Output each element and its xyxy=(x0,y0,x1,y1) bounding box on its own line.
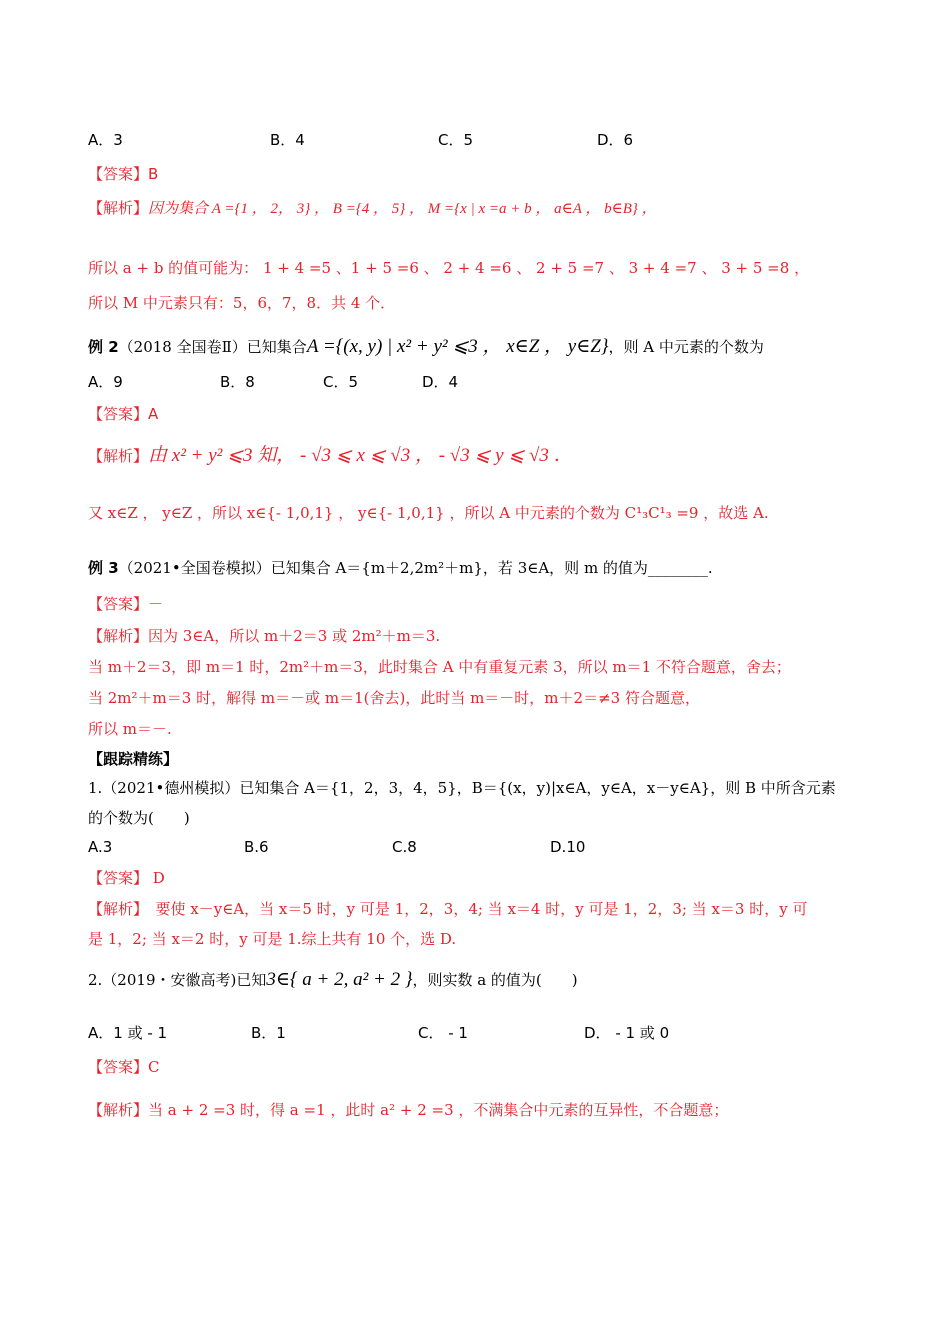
ex1-solution-2: 所以 a + b 的值可能为： 1 + 4 =5 、1 + 5 =6 、 2 + 4 =6 、 2 + 5 =7 、 3 + 4 =7 、 3 + 5 =8 ， xyxy=(88,259,810,277)
practice-q1-answer: 【答案】 D xyxy=(88,869,165,887)
ex2-question xyxy=(88,337,764,357)
practice-q1-option-b: B.6 xyxy=(244,838,269,856)
practice-q2-prefix: 2.（2019・安徽高考)已知 xyxy=(88,971,267,989)
ex1-answer: 【答案】B xyxy=(88,165,159,183)
practice-q1-solution-2: 是 1，2; 当 x＝2 时，y 可是 1.综上共有 10 个，选 D. xyxy=(88,930,457,948)
practice-q1-line-2: 的个数为( ) xyxy=(88,809,190,827)
ex1-solution-1 xyxy=(88,198,657,219)
ex1-option-a: A．3 xyxy=(88,131,123,149)
ex3-solution-2: 当 m＋2＝3，即 m＝1 时，2m²＋m＝3，此时集合 A 中有重复元素 3，所以 m＝1 不符合题意，舍去； xyxy=(88,658,791,676)
ex2-label: 例 2 xyxy=(88,338,119,356)
practice-heading: 【跟踪精练】 xyxy=(88,750,179,768)
practice-q1-option-a: A.3 xyxy=(88,838,113,856)
ex2-solution-text-1: 由 x² + y² ⩽3 知， - √3 ⩽ x ⩽ √3 ， - √3 ⩽ y ⩽ √3 ． xyxy=(148,445,573,466)
practice-q1-solution-1: 【解析】 要使 x－y∈A，当 x＝5 时，y 可是 1，2，3，4; 当 x＝4 时，y 可是 1，2，3; 当 x＝3 时，y 可 xyxy=(88,900,808,918)
practice-q2-answer: 【答案】C xyxy=(88,1058,160,1076)
ex2-set: A ={(x, y) | x² + y² ⩽3 ， x∈Z ， y∈Z} xyxy=(306,336,609,357)
ex2-source: （2018 全国卷Ⅱ）已知集合 xyxy=(118,338,307,356)
ex1-option-c: C．5 xyxy=(438,131,474,149)
ex3-question xyxy=(88,558,713,578)
ex2-option-a: A．9 xyxy=(88,373,123,391)
ex3-solution-4: 所以 m＝－. xyxy=(88,720,172,738)
ex3-solution-3: 当 2m²＋m＝3 时，解得 m＝－或 m＝1(舍去)，此时当 m＝－时，m＋2＝≠3 符合题意， xyxy=(88,689,700,707)
practice-q2-solution-label: 【解析】 xyxy=(88,1101,149,1119)
practice-q2-solution-text: 当 a + 2 =3 时，得 a =1 ，此时 a² + 2 =3 ，不满集合中元素的互异性，不合题意； xyxy=(148,1101,729,1119)
practice-q2-option-a: A．1 或 - 1 xyxy=(88,1024,168,1042)
ex2-option-d: D．4 xyxy=(422,373,459,391)
ex1-solution-text-1: 因为集合 A ={1 ， 2， 3} ， B ={4 ， 5} ， M ={x | x =a + b ， a∈A ， b∈B} ， xyxy=(148,201,657,217)
practice-q2-question xyxy=(88,970,578,990)
ex1-solution-3: 所以 M 中元素只有：5，6，7，8．共 4 个． xyxy=(88,294,396,312)
practice-q2-option-c: C． - 1 xyxy=(418,1024,468,1042)
ex3-solution-1: 【解析】因为 3∈A，所以 m＋2＝3 或 2m²＋m＝3. xyxy=(88,627,441,645)
ex2-tail: ，则 A 中元素的个数为 xyxy=(608,338,764,356)
practice-q1-line-1: 1.（2021•德州模拟）已知集合 A＝{1，2，3，4，5}，B＝{(x，y)|x∈A，y∈A，x－y∈A}，则 B 中所含元素 xyxy=(88,779,836,797)
ex2-solution-label: 【解析】 xyxy=(88,447,149,465)
practice-q2-option-d: D． - 1 或 0 xyxy=(584,1024,670,1042)
practice-q2-solution xyxy=(88,1100,728,1120)
ex2-solution-1 xyxy=(88,446,573,466)
ex2-solution-2: 又 x∈Z ， y∈Z ，所以 x∈{- 1,0,1} ， y∈{- 1,0,1} ，所以 A 中元素的个数为 C¹₃C¹₃ =9 ，故选 A. xyxy=(88,504,769,522)
practice-q1-option-d: D.10 xyxy=(550,838,586,856)
ex3-question-text: （2021•全国卷模拟）已知集合 A＝{m＋2,2m²＋m}，若 3∈A，则 m 的值为________. xyxy=(118,559,713,577)
practice-q2-set: 3∈{ a + 2, a² + 2 } xyxy=(266,969,413,990)
ex1-option-d: D．6 xyxy=(597,131,634,149)
ex3-label: 例 3 xyxy=(88,559,119,577)
ex1-option-b: B．4 xyxy=(270,131,305,149)
ex2-answer: 【答案】A xyxy=(88,405,159,423)
ex1-solution-label: 【解析】 xyxy=(88,199,149,217)
ex2-option-c: C．5 xyxy=(323,373,359,391)
practice-q1-option-c: C.8 xyxy=(392,838,417,856)
ex2-option-b: B．8 xyxy=(220,373,255,391)
practice-q2-option-b: B．1 xyxy=(251,1024,286,1042)
ex3-answer: 【答案】－ xyxy=(88,595,164,613)
practice-q2-tail: ，则实数 a 的值为( ) xyxy=(412,971,578,989)
